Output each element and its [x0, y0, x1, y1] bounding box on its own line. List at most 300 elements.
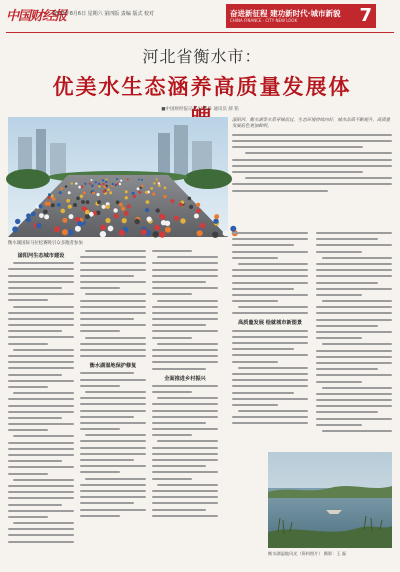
body-text-line [316, 418, 392, 420]
body-text-line [80, 502, 134, 504]
runner-figure [78, 186, 81, 189]
runner-figure [26, 217, 31, 222]
runner-figure [150, 187, 153, 190]
lede-line [232, 183, 392, 185]
body-text-line [85, 478, 146, 480]
body-text-line [80, 465, 146, 467]
masthead [0, 0, 400, 30]
lede-text: 滏阳河、衡水湖等水系穿城而过，生态环境持续向好，城市品质不断提升，高质量发展底色更加鲜明。 [232, 118, 391, 130]
runner-figure [152, 231, 158, 237]
body-text-line [232, 361, 278, 363]
body-text-line [316, 319, 392, 321]
body-text-line [152, 349, 218, 351]
runner-figure [59, 191, 62, 194]
body-text-line [152, 410, 218, 412]
body-text-line [152, 368, 206, 370]
body-text-line [157, 397, 218, 399]
paper-logo: 中国财经报 [6, 9, 67, 24]
body-text-line [152, 434, 192, 436]
runner-figure [213, 219, 218, 224]
runner-figure [97, 193, 100, 196]
runner-figure [164, 187, 167, 190]
body-text-line [8, 534, 74, 536]
runner-figure [180, 218, 185, 223]
runner-figure [196, 203, 200, 207]
body-text-line [238, 410, 308, 412]
body-text-line [322, 430, 392, 432]
runner-figure [86, 200, 90, 204]
body-text-line [80, 262, 146, 264]
body-text-line [8, 528, 74, 530]
body-text-line [8, 330, 62, 332]
body-text-line [80, 410, 146, 412]
runner-figure [43, 210, 48, 215]
body-text-line [8, 361, 74, 363]
runner-figure [156, 208, 160, 212]
body-text-line [157, 256, 218, 258]
body-text-line [8, 380, 74, 382]
body-text-line [80, 312, 146, 314]
body-text-line [152, 465, 206, 467]
runner-figure [92, 192, 95, 195]
body-text-line [152, 509, 206, 511]
body-text-line [80, 397, 146, 399]
body-text-line [8, 312, 74, 314]
body-text-line [232, 275, 308, 277]
body-text-line [316, 263, 392, 265]
body-text-line [80, 269, 146, 271]
body-text-line [152, 281, 206, 283]
body-text-line [316, 362, 392, 364]
body-text-line [8, 343, 48, 345]
body-text-line [8, 442, 74, 444]
body-text-line [232, 232, 308, 234]
runner-figure [125, 196, 128, 199]
runner-figure [60, 187, 63, 190]
body-text-line [85, 293, 146, 295]
runner-figure [105, 181, 107, 183]
runner-figure [159, 214, 164, 219]
body-text-line [8, 355, 74, 357]
runner-figure [122, 218, 127, 223]
runner-figure [48, 193, 51, 196]
runner-figure [196, 209, 201, 214]
body-text-line [8, 510, 74, 512]
article-column-2 [80, 250, 146, 560]
body-text-line [316, 381, 362, 383]
body-text-line [232, 330, 308, 332]
runner-figure [68, 229, 74, 235]
body-text-line [80, 275, 134, 277]
runner-figure [77, 221, 83, 227]
runner-figure [158, 184, 161, 187]
runner-figure [137, 187, 140, 190]
runner-figure [61, 209, 66, 214]
body-text-line [232, 385, 308, 387]
body-text-line [152, 293, 192, 295]
body-text-line [85, 434, 146, 436]
section-tab [226, 4, 376, 28]
body-text-line [152, 306, 218, 308]
runner-figure [113, 208, 117, 212]
section-subtitle: CHINA FINANCE · CITY NEW LOOK [230, 18, 298, 23]
column-3-body [152, 250, 218, 370]
lede-line [232, 165, 392, 167]
body-text-line [8, 324, 74, 326]
body-text-line [80, 515, 120, 517]
body-text-line [316, 393, 392, 395]
article-column-5 [316, 232, 392, 446]
body-text-line [80, 281, 146, 283]
lede-line [232, 146, 363, 148]
body-text-line [152, 403, 218, 405]
body-text-line [80, 484, 146, 486]
headline-line2: 优美水生态涵养高质量发展体 [52, 75, 352, 99]
runner-figure [52, 197, 56, 201]
body-text-line [152, 269, 218, 271]
runner-figure [138, 191, 141, 194]
body-text-line [316, 306, 392, 308]
body-text-line [316, 424, 362, 426]
body-text-line [232, 251, 308, 253]
column-1-body [8, 262, 74, 542]
column-2-subhead: 衡水湖湿地保护修复 [89, 363, 137, 370]
body-text-line [232, 373, 308, 375]
runner-figure [116, 200, 120, 204]
runner-figure [147, 217, 152, 222]
runner-figure [39, 204, 43, 208]
section-title: 奋进新征程 建功新时代·城市新貌 [230, 9, 341, 18]
body-text-line [152, 496, 218, 498]
body-text-line [13, 349, 74, 351]
body-text-line [238, 306, 308, 308]
runner-figure [119, 230, 125, 236]
body-text-line [80, 300, 146, 302]
body-text-line [8, 367, 74, 369]
lede-line [245, 177, 392, 179]
runner-figure [212, 232, 218, 238]
runner-figure [153, 182, 155, 184]
body-text-line [232, 288, 294, 290]
body-text-line [80, 256, 146, 258]
article-column-1 [8, 250, 74, 560]
runner-figure [141, 185, 144, 188]
body-text-line [232, 422, 308, 424]
body-text-line [8, 417, 62, 419]
body-text-line [8, 405, 74, 407]
body-text-line [152, 502, 218, 504]
body-text-line [152, 355, 218, 357]
body-text-line [85, 250, 146, 252]
runner-figure [197, 230, 203, 236]
column-3-subhead: 全面推进乡村振兴 [164, 375, 206, 382]
runner-figure [83, 191, 86, 194]
body-text-line [316, 232, 392, 234]
body-text-line [232, 392, 294, 394]
lake-photo [268, 452, 392, 548]
body-text-line [152, 385, 218, 387]
column-5-body [316, 232, 392, 432]
runner-figure [12, 226, 18, 232]
runner-figure [156, 178, 158, 180]
runner-figure [84, 183, 86, 185]
body-text-line [8, 423, 74, 425]
page-number: 7 [359, 5, 372, 26]
body-text-line [80, 306, 146, 308]
runner-figure [132, 192, 135, 195]
runner-figure [68, 191, 71, 194]
body-text-line [316, 275, 392, 277]
runner-figure [125, 190, 128, 193]
body-text-line [316, 331, 392, 333]
runner-figure [120, 180, 122, 182]
runner-figure [170, 199, 174, 203]
runner-figure [188, 197, 192, 201]
body-text-line [8, 504, 62, 506]
runner-figure [214, 214, 219, 219]
body-text-line [80, 453, 146, 455]
column-4-body [232, 232, 308, 314]
runner-figure [91, 179, 93, 181]
body-text-line [322, 257, 392, 259]
runner-figure [165, 227, 171, 233]
body-text-line [238, 263, 308, 265]
masthead-divider [6, 32, 394, 33]
body-text-line [8, 448, 74, 450]
body-text-line [8, 386, 48, 388]
body-text-line [80, 471, 120, 473]
body-text-line [80, 355, 146, 357]
runner-figure [158, 182, 160, 184]
runner-figure [105, 218, 110, 223]
runner-figure [69, 214, 74, 219]
column-1-subhead: 滏阳河生态城市建设 [17, 253, 65, 259]
lede-line [232, 159, 392, 161]
body-text-line [8, 336, 74, 338]
runner-figure [112, 183, 114, 185]
runner-figure [145, 208, 149, 212]
column-2-body-b [80, 372, 146, 516]
body-text-line [316, 356, 392, 358]
runner-figure [89, 183, 91, 185]
body-text-line [316, 325, 378, 327]
lede-line [232, 140, 392, 142]
runner-figure [102, 179, 104, 181]
body-text-line [80, 349, 146, 351]
body-text-line [232, 294, 308, 296]
body-text-line [8, 318, 74, 320]
runner-figure [107, 188, 110, 191]
runner-figure [189, 205, 193, 209]
body-text-line [157, 300, 218, 302]
runner-figure [85, 210, 90, 215]
body-text-line [152, 422, 206, 424]
body-text-line [80, 459, 134, 461]
runner-figure [106, 205, 110, 209]
runner-figure [76, 197, 80, 201]
runner-figure [102, 205, 106, 209]
runner-figure [174, 216, 179, 221]
body-text-line [80, 440, 146, 442]
body-text-line [232, 416, 308, 418]
body-text-line [80, 422, 146, 424]
body-text-line [8, 485, 74, 487]
body-text-line [13, 306, 74, 308]
body-text-line [8, 466, 74, 468]
body-text-line [80, 490, 146, 492]
runner-figure [102, 183, 104, 185]
runner-figure [98, 185, 101, 188]
body-text-line [152, 337, 192, 339]
body-text-line [152, 490, 218, 492]
body-text-line [80, 428, 120, 430]
body-text-line [80, 330, 120, 332]
runner-figure [124, 211, 129, 216]
body-text-line [85, 337, 146, 339]
column-4-subhead: 高质量发展 绘就城市新图景 [237, 320, 303, 327]
lede-line [245, 152, 392, 154]
body-text-line [232, 282, 308, 284]
body-text-line [152, 471, 218, 473]
lede-line [232, 190, 328, 192]
body-text-line [322, 300, 392, 302]
body-text-line [152, 287, 218, 289]
runner-figure [119, 183, 121, 185]
byline: ■中国财经报记者 叶伟华 通讯员 郝 铭 [161, 107, 239, 112]
body-text-line [232, 244, 294, 246]
body-text-line [157, 440, 218, 442]
body-text-line [152, 428, 218, 430]
body-text-line [8, 299, 48, 301]
runner-figure [39, 213, 44, 218]
body-text-line [80, 496, 146, 498]
body-text-line [152, 459, 218, 461]
runner-figure [81, 185, 84, 188]
runner-figure [200, 223, 206, 229]
body-text-line [8, 491, 74, 493]
body-text-line [152, 361, 218, 363]
body-text-line [232, 269, 308, 271]
runner-figure [141, 229, 147, 235]
column-3-body-b [152, 385, 218, 517]
photo-caption: 衡水湖国际马拉松赛吸引众多跑者参加 [8, 241, 83, 246]
runner-figure [62, 218, 67, 223]
lede-line [232, 134, 392, 136]
runner-figure [82, 206, 86, 210]
body-text-line [152, 312, 218, 314]
body-text-line [13, 392, 74, 394]
body-text-line [8, 497, 74, 499]
runner-figure [66, 199, 70, 203]
body-text-line [316, 405, 392, 407]
body-text-line [8, 275, 74, 277]
body-text-line [232, 336, 308, 338]
body-text-line [316, 337, 362, 339]
body-text-line [232, 238, 308, 240]
runner-figure [145, 191, 148, 194]
runner-figure [163, 195, 166, 198]
runner-figure [103, 190, 106, 193]
body-text-line [8, 541, 74, 543]
runner-figure [97, 200, 101, 204]
body-text-line [80, 379, 146, 381]
runner-figure [15, 219, 20, 224]
body-text-line [152, 453, 218, 455]
runner-figure [106, 178, 108, 180]
runner-figure [75, 226, 81, 232]
body-text-line [316, 350, 392, 352]
body-text-line [316, 238, 378, 240]
runner-figure [154, 225, 160, 231]
body-text-line [13, 435, 74, 437]
body-text-line [316, 411, 378, 413]
body-text-line [152, 330, 218, 332]
runner-figure [133, 195, 136, 198]
body-text-line [152, 275, 218, 277]
body-text-line [152, 391, 192, 393]
body-text-line [316, 374, 392, 376]
body-text-line [316, 282, 378, 284]
runner-figure [73, 203, 77, 207]
body-text-line [8, 473, 48, 475]
runner-figure [138, 179, 140, 181]
runner-figure [179, 203, 183, 207]
article-column-4 [232, 232, 308, 446]
body-text-line [80, 416, 134, 418]
runner-figure [31, 212, 36, 217]
body-text-line [80, 447, 146, 449]
body-text-line [13, 479, 74, 481]
runner-figure [223, 230, 229, 236]
runner-figure [100, 225, 106, 231]
body-text-line [316, 368, 378, 370]
runner-figure [36, 223, 42, 229]
body-text-line [8, 460, 62, 462]
body-text-line [13, 262, 74, 264]
body-text-line [316, 269, 392, 271]
runner-figure [71, 182, 73, 184]
runner-figure [121, 207, 125, 211]
lake-photo-caption: 衡水湖湿地风光（资料图片） 摄影：王 磊 [268, 551, 347, 556]
body-text-line [8, 411, 74, 413]
body-text-line [157, 484, 218, 486]
body-text-line [238, 367, 308, 369]
body-text-line [232, 354, 308, 356]
runner-figure [65, 185, 68, 188]
body-text-line [80, 372, 134, 374]
runner-figure [75, 182, 77, 184]
body-text-line [152, 262, 218, 264]
issue-info: 2022年8月6日 星期六 第四版 责编 版式 校对 [52, 11, 155, 17]
body-text-line [80, 343, 146, 345]
body-text-line [8, 293, 74, 295]
runner-figure [135, 219, 140, 224]
runner-figure [45, 202, 49, 206]
lede-line [232, 171, 363, 173]
runner-figure [127, 178, 129, 180]
runner-figure [44, 214, 49, 219]
body-text-line [232, 404, 278, 406]
body-text-line [13, 522, 74, 524]
body-text-line [80, 385, 120, 387]
runner-figure [80, 195, 83, 198]
body-text-line [85, 391, 146, 393]
body-text-line [152, 478, 192, 480]
runner-figure [85, 214, 90, 219]
runner-figure [51, 203, 55, 207]
runner-figure [81, 200, 85, 204]
headline-line1: 河北省衡水市： [142, 47, 262, 66]
